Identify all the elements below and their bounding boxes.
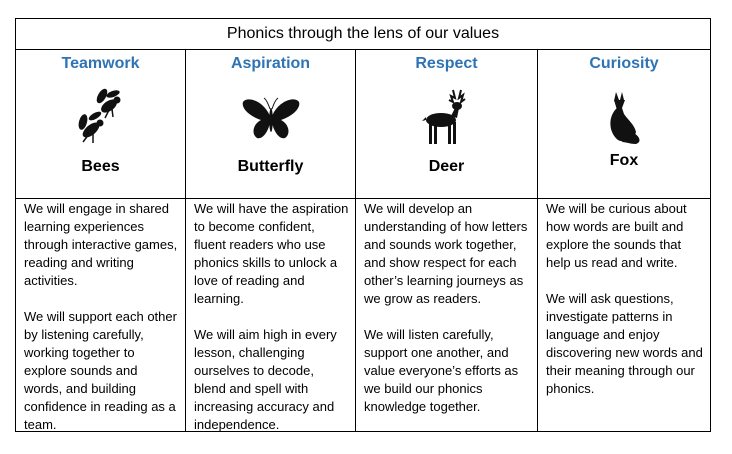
paragraph: We will be curious about how words are built and explore the sounds that help us read and write. <box>546 201 687 270</box>
bees-icon <box>69 86 133 150</box>
paragraph: We will develop an understanding of how letters and sounds work together, and show respect for each other’s learning journeys as we grow as readers. <box>364 201 528 306</box>
value-curiosity: Curiosity <box>589 55 659 72</box>
header-cell-aspiration <box>185 49 356 199</box>
paragraph: We will ask questions, investigate patterns in language and enjoy discovering new words and their meaning through our phonics. <box>546 291 703 396</box>
header-cell-teamwork <box>15 49 186 199</box>
deer-icon <box>415 86 479 150</box>
paragraph: We will have the aspiration to become confident, fluent readers who use phonics skills to unlock a love of reading and learning. <box>194 201 349 306</box>
paragraph: We will support each other by listening carefully, working together to explore sounds and words, and building confidence in reading as a team. <box>24 309 177 432</box>
paragraph: We will listen carefully, support one another, and value everyone’s efforts as we build our phonics knowledge together. <box>364 327 519 414</box>
animal-deer: Deer <box>428 158 465 175</box>
value-respect: Respect <box>415 55 478 72</box>
animal-fox: Fox <box>609 152 639 169</box>
table-title: Phonics through the lens of our values <box>15 18 711 50</box>
value-aspiration: Aspiration <box>230 55 311 72</box>
animal-bees: Bees <box>81 158 120 175</box>
butterfly-icon <box>239 86 303 150</box>
body-cell-aspiration <box>185 198 356 432</box>
fox-icon <box>592 84 656 148</box>
body-cell-respect <box>355 198 538 432</box>
header-cell-respect <box>355 49 538 199</box>
header-cell-curiosity <box>537 49 711 199</box>
paragraph: We will engage in shared learning experiences through interactive games, reading and writing activities. <box>24 201 178 288</box>
paragraph: We will aim high in every lesson, challenging ourselves to decode, blend and spell with increasing accuracy and independence. <box>194 327 337 432</box>
value-teamwork: Teamwork <box>61 55 140 72</box>
body-cell-teamwork <box>15 198 186 432</box>
body-cell-curiosity <box>537 198 711 432</box>
animal-butterfly: Butterfly <box>237 158 304 175</box>
